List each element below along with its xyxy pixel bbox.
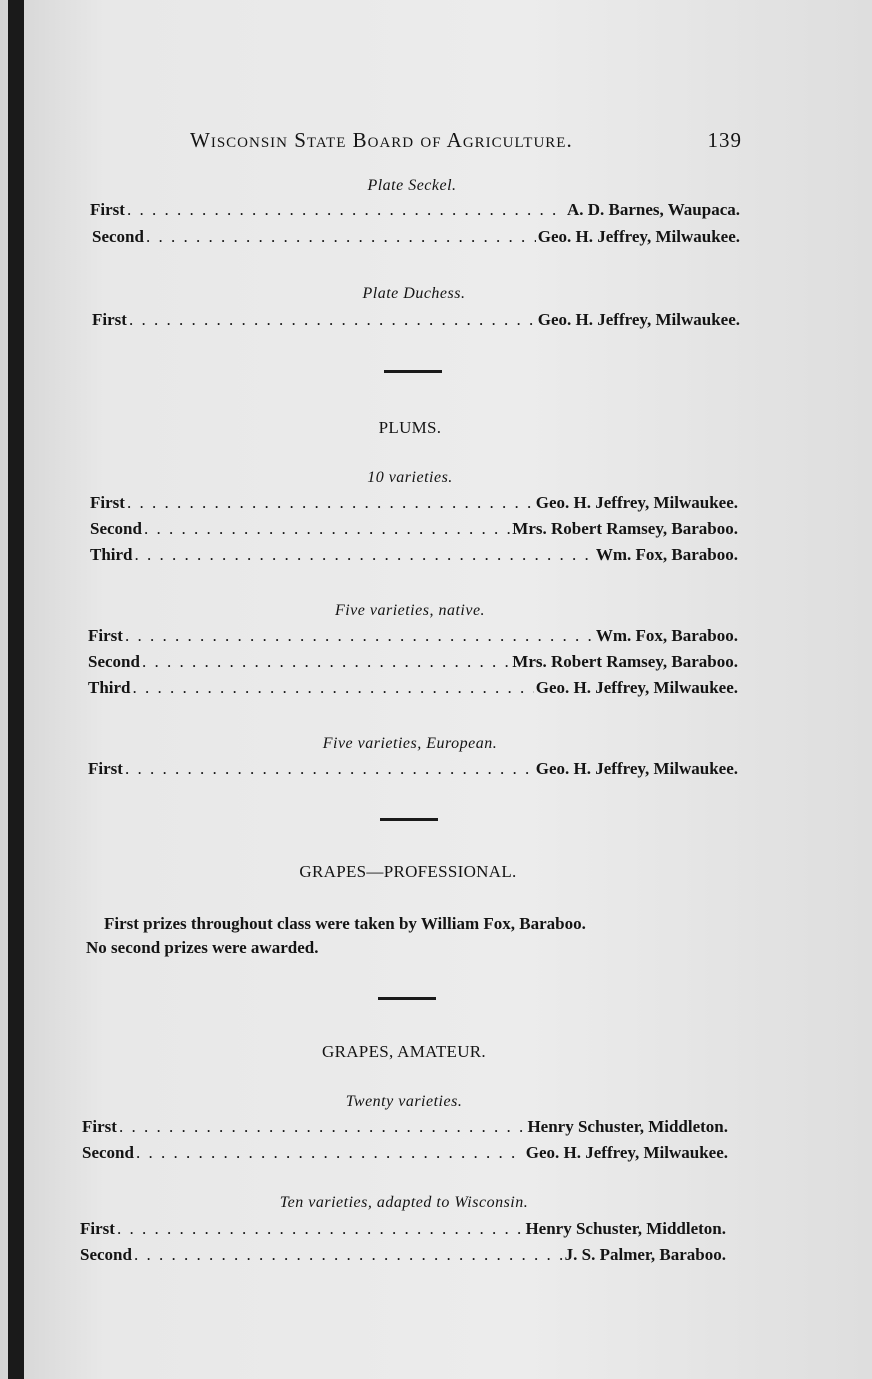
winner-name: Geo. H. Jeffrey, Milwaukee. [535, 678, 738, 697]
place-label: Second [80, 1245, 132, 1264]
list-item [88, 652, 738, 676]
place-label: Second [92, 227, 144, 246]
dot-leader [125, 759, 534, 779]
winner-name: A. D. Barnes, Waupaca. [566, 200, 740, 219]
place-label: Second [82, 1143, 134, 1162]
winner-name: Geo. H. Jeffrey, Milwaukee. [537, 227, 740, 246]
winner-name: Wm. Fox, Baraboo. [595, 626, 738, 645]
list-item [92, 227, 740, 251]
grapes-professional-note-line1: First prizes throughout class were taken by William Fox, Baraboo. [104, 914, 586, 933]
subtitle-ten-varieties-wisconsin: Ten varieties, adapted to Wisconsin. [279, 1194, 529, 1211]
dot-leader [127, 493, 534, 513]
winner-name: Mrs. Robert Ramsey, Baraboo. [512, 519, 738, 538]
place-label: Third [88, 678, 131, 697]
winner-name: Geo. H. Jeffrey, Milwaukee. [525, 1143, 728, 1162]
winner-name: Geo. H. Jeffrey, Milwaukee. [535, 493, 738, 512]
winner-name: Mrs. Robert Ramsey, Baraboo. [512, 652, 738, 671]
section-divider [378, 997, 436, 1000]
list-item [90, 545, 738, 569]
list-item [88, 626, 738, 650]
place-label: First [82, 1117, 117, 1136]
section-divider [384, 370, 442, 373]
page-number: 139 [707, 128, 742, 152]
winner-name: Henry Schuster, Middleton. [527, 1117, 728, 1136]
winner-name: Wm. Fox, Baraboo. [595, 545, 738, 564]
list-item [90, 200, 740, 224]
place-label: Second [88, 652, 140, 671]
dot-leader [127, 200, 565, 220]
winner-name: Geo. H. Jeffrey, Milwaukee. [537, 310, 740, 329]
place-label: First [88, 759, 123, 778]
dot-leader [136, 1143, 524, 1163]
list-item [92, 310, 740, 334]
section-divider [380, 818, 438, 821]
subtitle-10-varieties: 10 varieties. [367, 469, 453, 486]
dot-leader [144, 519, 510, 539]
subtitle-plate-duchess: Plate Duchess. [362, 285, 466, 302]
dot-leader [146, 227, 536, 247]
dot-leader [134, 1245, 563, 1265]
list-item [82, 1143, 728, 1167]
subtitle-five-varieties-european: Five varieties, European. [322, 735, 498, 752]
section-title-plums: PLUMS. [378, 418, 442, 437]
place-label: First [90, 493, 125, 512]
list-item [80, 1245, 726, 1269]
dot-leader [119, 1117, 526, 1137]
place-label: Second [90, 519, 142, 538]
place-label: First [80, 1219, 115, 1238]
list-item [88, 678, 738, 702]
winner-name: Geo. H. Jeffrey, Milwaukee. [535, 759, 738, 778]
dot-leader [129, 310, 536, 330]
list-item [80, 1219, 726, 1243]
list-item [90, 493, 738, 517]
section-title-grapes-amateur: GRAPES, AMATEUR. [322, 1042, 486, 1061]
list-item [88, 759, 738, 783]
dot-leader [133, 678, 534, 698]
subtitle-plate-seckel: Plate Seckel. [367, 177, 457, 194]
winner-name: Henry Schuster, Middleton. [525, 1219, 726, 1238]
dot-leader [125, 626, 594, 646]
subtitle-five-varieties-native: Five varieties, native. [334, 602, 486, 619]
section-title-grapes-professional: GRAPES—PROFESSIONAL. [299, 862, 517, 881]
place-label: First [88, 626, 123, 645]
dot-leader [142, 652, 510, 672]
page-binding-edge [8, 0, 24, 1379]
list-item [82, 1117, 728, 1141]
place-label: Third [90, 545, 133, 564]
winner-name: J. S. Palmer, Baraboo. [564, 1245, 726, 1264]
place-label: First [90, 200, 125, 219]
running-title: Wisconsin State Board of Agriculture. [190, 128, 573, 152]
dot-leader [135, 545, 594, 565]
place-label: First [92, 310, 127, 329]
list-item [90, 519, 738, 543]
grapes-professional-note-line2: No second prizes were awarded. [86, 938, 319, 957]
dot-leader [117, 1219, 524, 1239]
subtitle-twenty-varieties: Twenty varieties. [345, 1093, 463, 1110]
